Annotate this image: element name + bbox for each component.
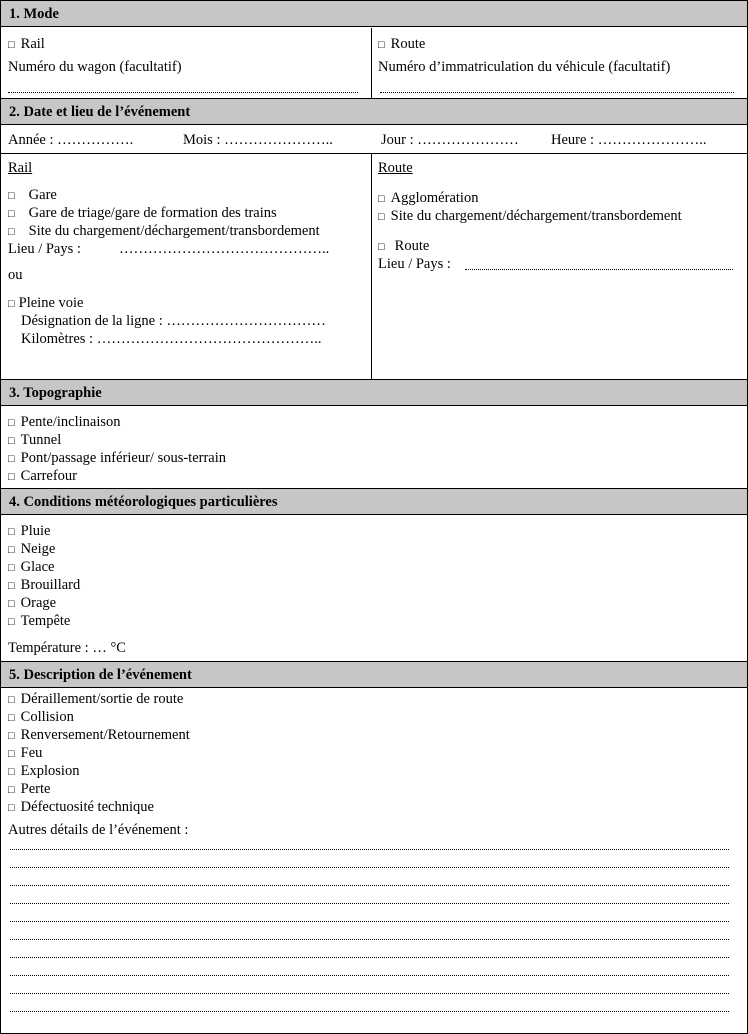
option-brouillard[interactable]: □ Brouillard: [8, 577, 81, 593]
checkbox-icon[interactable]: □: [8, 226, 15, 238]
separator: [1, 153, 747, 154]
section-1-divider: [371, 28, 372, 98]
vehicle-registration-label: Numéro d’immatriculation du véhicule (facultatif): [378, 59, 671, 75]
checkbox-icon[interactable]: □: [8, 39, 15, 51]
rail-place-field[interactable]: ……………………………………..: [119, 241, 330, 257]
option-site-chargement-route[interactable]: □ Site du chargement/déchargement/transbordement: [378, 208, 682, 224]
hour-field[interactable]: Heure : …………………..: [551, 132, 707, 148]
or-label: ou: [8, 267, 23, 283]
option-pente[interactable]: □ Pente/inclinaison: [8, 414, 121, 430]
kilometers-field[interactable]: Kilomètres : ………………………………………..: [21, 331, 322, 347]
wagon-number-field[interactable]: [8, 92, 358, 93]
checkbox-icon[interactable]: □: [8, 562, 15, 574]
checkbox-icon[interactable]: □: [8, 453, 15, 465]
option-neige[interactable]: □ Neige: [8, 541, 56, 557]
rail-option[interactable]: □ Rail: [8, 36, 45, 52]
checkbox-icon[interactable]: □: [8, 748, 15, 760]
option-orage[interactable]: □ Orage: [8, 595, 57, 611]
checkbox-icon[interactable]: □: [8, 730, 15, 742]
section-2-header: 2. Date et lieu de l’événement: [1, 99, 747, 125]
option-deraillement[interactable]: □ Déraillement/sortie de route: [8, 691, 184, 707]
checkbox-icon[interactable]: □: [8, 712, 15, 724]
wagon-number-label: Numéro du wagon (facultatif): [8, 59, 182, 75]
route-option[interactable]: □ Route: [378, 36, 426, 52]
section-1-header: 1. Mode: [1, 1, 747, 27]
option-agglomeration[interactable]: □ Agglomération: [378, 190, 479, 206]
rail-place-label: Lieu / Pays :: [8, 241, 81, 257]
option-gare-triage[interactable]: □ Gare de triage/gare de formation des trains: [8, 205, 277, 221]
details-line[interactable]: [10, 939, 729, 940]
option-explosion[interactable]: □ Explosion: [8, 763, 80, 779]
checkbox-icon[interactable]: □: [8, 298, 15, 310]
checkbox-icon[interactable]: □: [8, 766, 15, 778]
checkbox-icon[interactable]: □: [8, 694, 15, 706]
checkbox-icon[interactable]: □: [8, 190, 15, 202]
option-collision[interactable]: □ Collision: [8, 709, 74, 725]
checkbox-icon[interactable]: □: [8, 544, 15, 556]
details-line[interactable]: [10, 957, 729, 958]
option-route[interactable]: □ Route: [378, 238, 430, 254]
details-line[interactable]: [10, 921, 729, 922]
option-carrefour[interactable]: □ Carrefour: [8, 468, 78, 484]
section-5-header: 5. Description de l’événement: [1, 662, 747, 688]
checkbox-icon[interactable]: □: [8, 417, 15, 429]
month-field[interactable]: Mois : …………………..: [183, 132, 333, 148]
day-field[interactable]: Jour : …………………: [381, 132, 519, 148]
section-4-header: 4. Conditions météorologiques particulières: [1, 489, 747, 515]
checkbox-icon[interactable]: □: [8, 471, 15, 483]
option-gare[interactable]: □ Gare: [8, 187, 57, 203]
option-renversement[interactable]: □ Renversement/Retournement: [8, 727, 190, 743]
vehicle-registration-field[interactable]: [380, 92, 734, 93]
details-line[interactable]: [10, 867, 729, 868]
checkbox-icon[interactable]: □: [8, 580, 15, 592]
details-line[interactable]: [10, 1011, 729, 1012]
line-designation-field[interactable]: Désignation de la ligne : ……………………………: [21, 313, 326, 329]
option-tunnel[interactable]: □ Tunnel: [8, 432, 62, 448]
checkbox-icon[interactable]: □: [8, 616, 15, 628]
section-2-divider: [371, 153, 372, 379]
other-details-label: Autres détails de l’événement :: [8, 822, 189, 838]
option-pluie[interactable]: □ Pluie: [8, 523, 51, 539]
option-feu[interactable]: □ Feu: [8, 745, 43, 761]
checkbox-icon[interactable]: □: [8, 802, 15, 814]
checkbox-icon[interactable]: □: [378, 211, 385, 223]
option-perte[interactable]: □ Perte: [8, 781, 51, 797]
checkbox-icon[interactable]: □: [378, 193, 385, 205]
checkbox-icon[interactable]: □: [378, 241, 385, 253]
checkbox-icon[interactable]: □: [8, 435, 15, 447]
route-place-label: Lieu / Pays :: [378, 256, 451, 272]
details-line[interactable]: [10, 849, 729, 850]
details-line[interactable]: [10, 993, 729, 994]
option-defectuosite[interactable]: □ Défectuosité technique: [8, 799, 154, 815]
checkbox-icon[interactable]: □: [8, 526, 15, 538]
details-line[interactable]: [10, 975, 729, 976]
details-line[interactable]: [10, 903, 729, 904]
route-place-field[interactable]: [465, 269, 733, 270]
checkbox-icon[interactable]: □: [378, 39, 385, 51]
option-glace[interactable]: □ Glace: [8, 559, 55, 575]
checkbox-icon[interactable]: □: [8, 598, 15, 610]
route-subtitle: Route: [378, 160, 413, 176]
option-pleine-voie[interactable]: □ Pleine voie: [8, 295, 84, 311]
section-3-header: 3. Topographie: [1, 380, 747, 406]
option-site-chargement-rail[interactable]: □ Site du chargement/déchargement/transbordement: [8, 223, 320, 239]
checkbox-icon[interactable]: □: [8, 784, 15, 796]
rail-subtitle: Rail: [8, 160, 33, 176]
details-line[interactable]: [10, 885, 729, 886]
option-pont[interactable]: □ Pont/passage inférieur/ sous-terrain: [8, 450, 227, 466]
temperature-field[interactable]: Température : … °C: [8, 640, 126, 656]
year-field[interactable]: Année : …………….: [8, 132, 134, 148]
checkbox-icon[interactable]: □: [8, 208, 15, 220]
option-tempete[interactable]: □ Tempête: [8, 613, 71, 629]
